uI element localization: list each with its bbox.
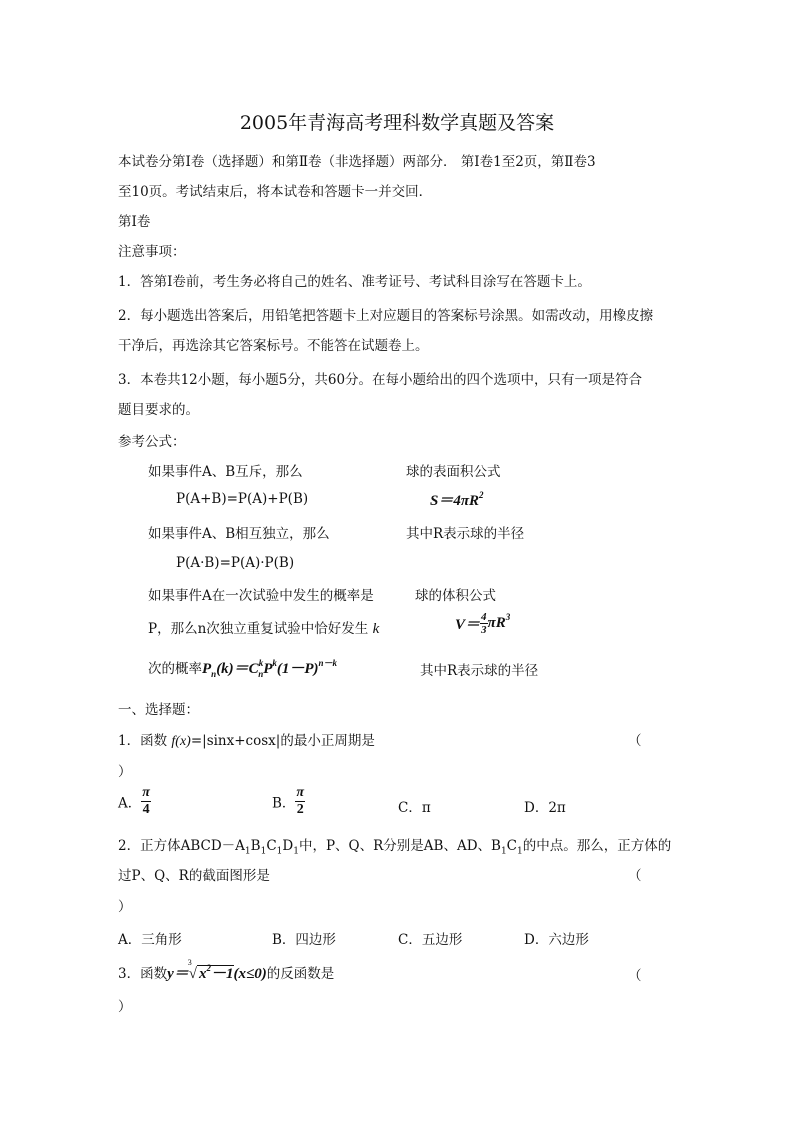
q1-paren-close: ）: [118, 764, 132, 780]
binomial-formula: [202, 658, 338, 679]
binomial-sup-nk: n－k: [318, 658, 338, 668]
q2-t2: B: [250, 838, 261, 854]
q2-text-b: 中，P、Q、R分别是AB、AD、B: [298, 838, 501, 854]
q1-option-c[interactable]: C．π: [398, 800, 431, 816]
probability-text-1: 如果事件A在一次试验中发生的概率是: [148, 588, 374, 604]
q3-suffix: 的反函数是: [266, 966, 335, 982]
q2-sub-1: 1: [244, 846, 251, 857]
mutex-formula: P(A+B)=P(A)+P(B): [176, 491, 309, 507]
q1-b-fraction: [295, 785, 305, 818]
note-2-line-1: 2．每小题选出答案后，用铅笔把答题卡上对应题目的答案标号涂黑。如需改动，用橡皮擦: [118, 308, 654, 324]
q3-radicand-exp: 2: [206, 963, 211, 973]
q2-sub-3: 1: [276, 846, 283, 857]
question-1: [118, 729, 375, 750]
probability-k: k: [372, 621, 380, 637]
q2-text-a: 2．正方体ABCD－A: [118, 838, 245, 854]
q1-option-b[interactable]: [272, 785, 305, 818]
q1-a-num: π: [142, 785, 150, 800]
note-1: 1．答第Ⅰ卷前，考生务必将自己的姓名、准考证号、考试科目涂写在答题卡上。: [118, 274, 591, 290]
q1-option-d[interactable]: D．2π: [524, 800, 566, 816]
sphere-area-exp: 2: [479, 490, 484, 500]
q2-option-a[interactable]: A．三角形: [118, 932, 182, 948]
sphere-area-text: 球的表面积公式: [406, 464, 501, 480]
q3-radicand-tail: －1: [211, 966, 234, 982]
q3-paren-close: ）: [118, 999, 132, 1015]
binomial-sub-n2: n: [258, 669, 264, 679]
binomial-tail: (1－P): [276, 661, 319, 677]
sphere-volume-exp: 3: [505, 611, 511, 622]
cube-root-sign: 3 √ $x^2-1$: [187, 958, 234, 982]
question-3: [118, 958, 335, 983]
q1-a-fraction: [141, 785, 151, 818]
radius-note-1: 其中R表示球的半径: [406, 526, 525, 542]
q1-b-num: π: [296, 785, 305, 800]
binomial-k: (k)＝C: [216, 661, 259, 677]
section-choice-heading: 一、选择题：: [118, 702, 199, 718]
sphere-volume-lhs: V＝: [455, 617, 481, 633]
binomial-P2: P: [263, 661, 273, 677]
sphere-volume-formula: [455, 611, 510, 636]
q2-sub-4: 1: [293, 846, 299, 857]
q2-paren-open: （: [628, 868, 642, 884]
q2-option-d[interactable]: D．六边形: [524, 932, 589, 948]
note-3-line-2: 题目要求的。: [118, 402, 199, 418]
q2-sub-2: 1: [260, 846, 267, 857]
q3-paren-open: （: [628, 968, 642, 984]
binomial-P: P: [202, 661, 212, 677]
q2-sub-6: 1: [517, 846, 523, 857]
q3-formula: [167, 958, 267, 982]
q3-prefix: 3．函数: [118, 966, 168, 982]
q1-func: f(x): [171, 734, 191, 749]
question-2: [118, 834, 671, 857]
q1-body: =|sinx+cosx|的最小正周期是: [190, 733, 375, 749]
page-title: 2005年青海高考理科数学真题及答案: [239, 112, 555, 134]
q2-option-c[interactable]: C．五边形: [398, 932, 463, 948]
q1-prefix: 1．函数: [118, 733, 172, 749]
q2-t3: C: [266, 838, 277, 854]
independent-text: 如果事件A、B相互独立，那么: [148, 526, 330, 542]
radius-note-2: 其中R表示球的半径: [420, 663, 539, 679]
q1-a-den: 4: [142, 802, 150, 817]
sphere-volume-den: 3: [481, 624, 487, 636]
note-3-line-1: 3．本卷共12小题，每小题5分，共60分。在每小题给出的四个选项中，只有一项是符合: [118, 372, 643, 388]
independent-formula: P(A·B)=P(A)·P(B): [176, 555, 295, 571]
q2-paren-close: ）: [118, 899, 132, 915]
q3-root-index: 3: [187, 958, 192, 967]
sphere-volume-num: 4: [481, 611, 487, 623]
notes-heading: 注意事项：: [118, 244, 186, 260]
formulas-heading: 参考公式：: [118, 434, 186, 450]
q3-radicand: [197, 965, 234, 982]
q2-line-2: 过P、Q、R的截面图形是: [118, 868, 270, 884]
intro-line-2: 至10页。考试结束后，将本试卷和答题卡一并交回．: [118, 184, 433, 200]
binomial-label: 次的概率: [148, 661, 202, 677]
intro-line-1: 本试卷分第Ⅰ卷（选择题）和第Ⅱ卷（非选择题）两部分． 第Ⅰ卷1至2页，第Ⅱ卷3: [118, 154, 596, 170]
q1-b-den: 2: [296, 802, 304, 817]
sphere-volume-rhs: πR: [487, 615, 506, 631]
binomial-line: [148, 657, 337, 679]
part-one-heading: 第Ⅰ卷: [118, 214, 151, 230]
q2-option-b[interactable]: B．四边形: [272, 932, 336, 948]
note-2-line-2: 干净后，再选涂其它答案标号。不能答在试题卷上。: [118, 338, 429, 354]
q1-paren-open: （: [628, 733, 642, 749]
mutex-text: 如果事件A、B互斥，那么: [148, 464, 303, 480]
q2-t6: C: [506, 838, 518, 854]
q2-text-c: 的中点。那么，正方体的: [522, 838, 672, 854]
q1-a-label: A．: [118, 795, 142, 812]
q2-t4: D: [282, 838, 294, 854]
binomial-sup-k2: k: [272, 658, 277, 668]
probability-text-2: [148, 617, 379, 638]
probability-text-2-body: P，那么n次独立重复试验中恰好发生: [148, 621, 369, 637]
q3-radicand-x: x: [199, 966, 207, 982]
q3-y: y＝: [167, 966, 189, 982]
q1-option-a[interactable]: [118, 785, 151, 818]
sphere-area-formula: [430, 489, 484, 510]
binomial-sub-n: n: [211, 669, 217, 679]
q3-condition: (x≤0): [233, 966, 267, 982]
binomial-sup-k: k: [258, 658, 264, 668]
sphere-area-body: S＝4πR: [430, 493, 480, 509]
sphere-volume-fraction: [480, 611, 488, 636]
q1-b-label: B．: [272, 795, 296, 812]
q2-sub-5: 1: [500, 846, 507, 857]
sphere-volume-text: 球的体积公式: [415, 588, 496, 604]
